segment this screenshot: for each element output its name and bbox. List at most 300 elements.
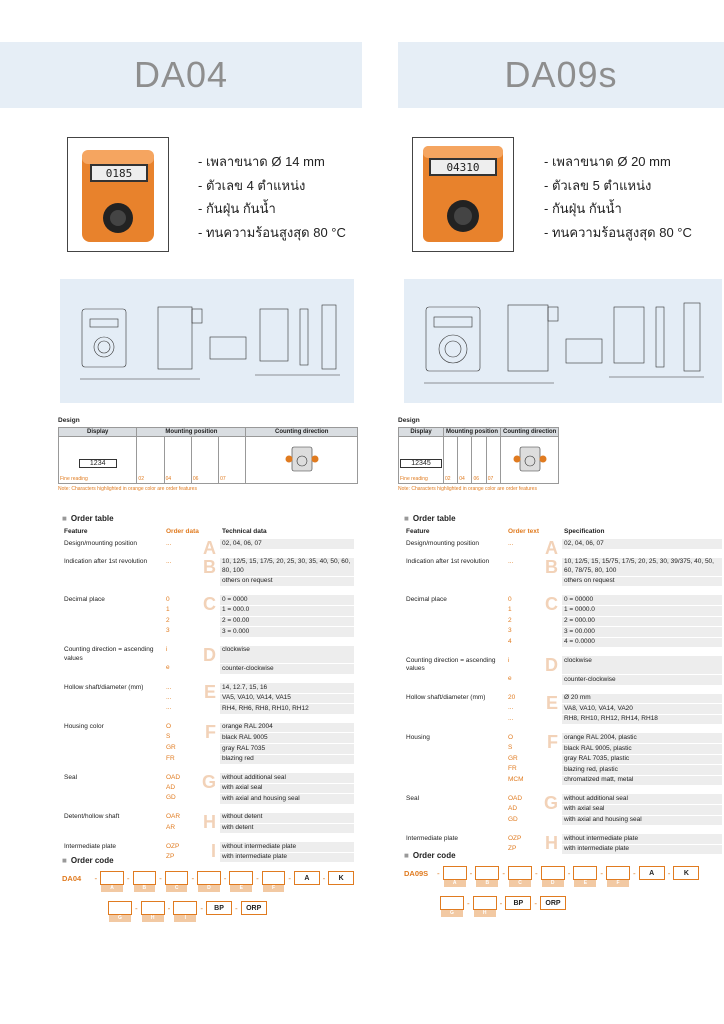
spec-cell: blazing red [220, 754, 354, 769]
feature-cell [62, 783, 164, 794]
code-cell: 2 [166, 616, 170, 624]
order-table-header-code: Order data [164, 527, 220, 538]
table-row [62, 627, 354, 642]
design-header-direction: Counting direction [500, 428, 558, 437]
code-slot-box [440, 896, 464, 910]
product-title: DA04 [133, 54, 229, 95]
feature-cell: Housing [404, 729, 506, 744]
bullet-item: - ตัวเลข 5 ตำแหน่ง [544, 177, 652, 193]
spec-cell: others on request [220, 576, 354, 591]
code-cell: GR [508, 754, 518, 762]
feature-cell: Seal [404, 790, 506, 805]
table-row [404, 689, 722, 704]
code-dash: - [288, 873, 292, 883]
spec-cell: 14, 12.7, 15, 16 [220, 679, 354, 694]
code-slot-box [508, 866, 532, 880]
spec-cell: others on request [562, 576, 722, 591]
da04-order-table-section [62, 514, 354, 863]
order-code-row [62, 901, 354, 915]
table-row [404, 605, 722, 616]
feature-cell [62, 605, 164, 616]
code-cell: O F [506, 729, 562, 744]
da04-product-photo [67, 137, 169, 252]
spec-cell: 0 = 0000 [220, 591, 354, 606]
table-row [62, 823, 354, 838]
spec-cell: Ø 20 mm [562, 689, 722, 704]
table-row [404, 765, 722, 776]
code-slot-box [100, 871, 124, 885]
code-dash: - [469, 868, 473, 878]
code-fixed-box: K [673, 866, 699, 880]
da04-header [0, 42, 362, 108]
code-dash: - [126, 873, 130, 883]
table-row [404, 714, 722, 729]
code-dash: - [223, 873, 227, 883]
code-dash: - [567, 868, 571, 878]
table-row [404, 576, 722, 591]
group-letter: B [545, 556, 558, 577]
display-digits: 12345 [400, 459, 442, 468]
order-table-title: ■ Order table [62, 514, 114, 523]
design-cell-label: Fine reading [60, 476, 88, 482]
da09s-order-table [404, 527, 722, 855]
code-dash: - [135, 903, 138, 913]
table-row [62, 664, 354, 679]
table-row [404, 775, 722, 790]
code-slot-box [173, 901, 197, 915]
feature-cell: Detent/hollow shaft [62, 808, 164, 823]
da04-technical-drawing [60, 279, 354, 403]
code-fixed-box: A [294, 871, 320, 885]
code-dash: - [94, 873, 98, 883]
table-row [404, 616, 722, 627]
spec-cell: black RAL 9005 [220, 733, 354, 744]
group-letter: C [203, 594, 216, 615]
spec-cell: counter-clockwise [562, 675, 722, 690]
da09s-technical-drawing [404, 279, 722, 403]
code-cell: 1 [508, 605, 512, 613]
feature-cell [404, 576, 506, 591]
counter-digits: 04310 [446, 161, 480, 174]
design-cell-04: 04 [164, 437, 191, 484]
order-code-prefix: DA09S [404, 868, 429, 878]
design-note: Note: Characters highlighted in orange color are order features [398, 486, 537, 492]
display-digits: 1234 [79, 459, 117, 468]
spec-cell: without additional seal [562, 790, 722, 805]
code-cell: FR [166, 754, 175, 762]
design-cell-07: 07 [219, 437, 246, 484]
spec-cell: with axial and housing seal [220, 794, 354, 809]
order-code-row [404, 866, 722, 880]
code-dash: - [200, 903, 204, 913]
order-table-header-feature: Feature [404, 527, 506, 538]
code-cell: ... B [506, 553, 562, 576]
table-row [404, 754, 722, 765]
table-row [62, 754, 354, 769]
feature-cell [404, 627, 506, 638]
product-title: DA09s [504, 54, 618, 95]
group-letter: E [203, 682, 216, 703]
bullet-item: - เพลาขนาด Ø 20 mm [544, 154, 671, 169]
feature-cell: Indication after 1st revolution [62, 553, 164, 576]
feature-cell [62, 704, 164, 719]
group-letter: H [203, 811, 216, 832]
table-row [62, 641, 354, 664]
table-row [404, 704, 722, 715]
feature-cell [404, 744, 506, 755]
table-row [404, 591, 722, 606]
design-cell-04: 04 [458, 437, 472, 484]
table-row [62, 769, 354, 784]
design-cell-direction [500, 437, 558, 484]
table-row [404, 790, 722, 805]
design-header-display: Display [59, 428, 137, 437]
code-dash: - [191, 873, 195, 883]
group-letter: F [205, 721, 216, 742]
table-row [404, 538, 722, 554]
code-fixed-box: BP [206, 901, 232, 915]
order-code-row [62, 871, 354, 885]
group-letter: G [543, 793, 558, 814]
group-letter: H [545, 833, 558, 854]
code-dash: - [534, 898, 538, 908]
bullet-item: - กันฝุ่น กันน้ำ [544, 201, 622, 216]
table-row [62, 838, 354, 853]
design-cell-label: Fine reading [400, 476, 428, 482]
code-dash: - [235, 903, 238, 913]
code-cell: OZP H [506, 830, 562, 845]
spec-cell: blazing red, plastic [562, 765, 722, 776]
code-cell: GD [166, 794, 176, 802]
feature-cell [404, 704, 506, 715]
code-cell: GD [508, 815, 518, 823]
feature-cell: Intermediate plate [62, 838, 164, 853]
table-row [62, 679, 354, 694]
feature-cell [62, 823, 164, 838]
order-code-title: ■ Order code [62, 856, 114, 865]
table-row [62, 783, 354, 794]
feature-cell: Hollow shaft/diameter (mm) [62, 679, 164, 694]
code-cell: GR [166, 744, 176, 751]
table-row [62, 616, 354, 627]
spec-cell: counter-clockwise [220, 664, 354, 679]
code-dash: - [437, 868, 440, 878]
code-cell: S [166, 733, 171, 741]
feature-cell: Decimal place [62, 591, 164, 606]
code-cell: AR [166, 823, 176, 831]
code-dash: - [159, 873, 162, 883]
spec-cell: 02, 04, 06, 07 [562, 538, 722, 554]
order-code-title: ■ Order code [404, 851, 456, 860]
code-cell: ... B [164, 553, 220, 576]
design-header-mounting: Mounting position [137, 428, 246, 437]
spec-cell: without additional seal [220, 769, 354, 784]
table-row [404, 637, 722, 652]
code-cell: 3 [166, 627, 170, 635]
feature-cell: Counting direction = ascending values [62, 641, 164, 664]
code-cell: 0 C [164, 591, 220, 606]
table-row [404, 815, 722, 830]
code-cell: AD [508, 804, 518, 812]
code-dash: - [600, 868, 604, 878]
design-header-display: Display [399, 428, 444, 437]
spec-cell: clockwise [220, 641, 354, 664]
code-cell [164, 576, 220, 591]
table-row [404, 744, 722, 755]
code-dash: - [467, 898, 470, 908]
feature-cell [62, 754, 164, 769]
code-slot-box [229, 871, 253, 885]
design-cell-02: 02 [137, 437, 164, 484]
feature-cell: Design/mounting position [404, 538, 506, 554]
spec-cell: VA8, VA10, VA14, VA20 [562, 704, 722, 715]
table-row [404, 804, 722, 815]
code-fixed-box: ORP [241, 901, 267, 915]
group-letter: A [545, 538, 558, 558]
feature-cell [404, 605, 506, 616]
code-cell: 20 E [506, 689, 562, 704]
design-cell-02: 02 [444, 437, 458, 484]
feature-cell [62, 744, 164, 755]
spec-cell: RH4, RH6, RH8, RH10, RH12 [220, 704, 354, 719]
feature-cell: Counting direction = ascending values [404, 652, 506, 675]
code-cell: O F [164, 718, 220, 733]
spec-cell: 3 = 00.000 [562, 627, 722, 638]
spec-cell: black RAL 9005, plastic [562, 744, 722, 755]
code-slot-box [262, 871, 286, 885]
da09s-design-section [398, 417, 559, 492]
da09s-order-table-section [404, 514, 722, 855]
spec-cell: gray RAL 7035 [220, 744, 354, 755]
code-cell: 3 [508, 627, 512, 635]
spec-cell: chromatized matt, metal [562, 775, 722, 790]
table-row [62, 744, 354, 755]
code-slot-box [541, 866, 565, 880]
spec-cell: with axial seal [562, 804, 722, 815]
table-row [62, 693, 354, 704]
feature-cell [404, 804, 506, 815]
feature-cell: Intermediate plate [404, 830, 506, 845]
code-cell: i D [506, 652, 562, 675]
spec-cell: 10, 12/5, 15, 15/75, 17/5, 20, 25, 30, 39/375, 40, 50, 60, 78/75, 80, 100 [562, 553, 722, 576]
feature-cell [404, 815, 506, 830]
code-slot-box [443, 866, 467, 880]
group-letter: I [210, 841, 216, 862]
spec-cell: 3 = 0.000 [220, 627, 354, 642]
code-fixed-box: A [639, 866, 665, 880]
code-cell: e [508, 675, 512, 683]
group-letter: E [545, 692, 558, 713]
code-cell: OAD G [506, 790, 562, 805]
spec-cell: 2 = 000.00 [562, 616, 722, 627]
group-letter: C [545, 594, 558, 615]
feature-cell [62, 794, 164, 809]
code-cell: OAD G [164, 769, 220, 784]
da09s-header [398, 42, 724, 108]
code-cell: i D [164, 641, 220, 664]
code-slot-box [108, 901, 132, 915]
code-cell: ... A [506, 538, 562, 554]
order-table-header-code: Order text [506, 527, 562, 538]
code-dash: - [667, 868, 671, 878]
order-table-header-spec: Specification [562, 527, 722, 538]
code-dash: - [322, 873, 326, 883]
feature-cell: Hollow shaft/diameter (mm) [404, 689, 506, 704]
group-letter: G [201, 772, 216, 793]
code-cell: AD [166, 783, 176, 791]
bullet-item: - ตัวเลข 4 ตำแหน่ง [198, 177, 306, 193]
bullet-item: - ทนความร้อนสูงสุด 80 °C [544, 224, 692, 240]
code-fixed-box: ORP [540, 896, 566, 910]
group-letter: B [203, 556, 216, 577]
feature-cell [62, 733, 164, 744]
spec-cell: with intermediate plate [562, 844, 722, 855]
feature-cell [62, 616, 164, 627]
spec-cell: without intermediate plate [220, 838, 354, 853]
feature-cell: Indication after 1st revolution [404, 553, 506, 576]
da04-feature-list [198, 150, 346, 244]
spec-cell: clockwise [562, 652, 722, 675]
group-letter: D [545, 655, 558, 676]
spec-cell: orange RAL 2004 [220, 718, 354, 733]
code-cell: e [166, 664, 170, 672]
table-row [62, 538, 354, 554]
code-cell: S [508, 744, 513, 751]
spec-cell: 1 = 000.0 [220, 605, 354, 616]
code-cell: OAR H [164, 808, 220, 823]
order-table-header-spec: Technical data [220, 527, 354, 538]
design-label: Design [398, 417, 420, 424]
feature-cell [404, 775, 506, 790]
feature-cell [62, 576, 164, 591]
table-row [62, 605, 354, 616]
table-row [62, 553, 354, 576]
feature-cell [404, 637, 506, 652]
code-slot-box [141, 901, 165, 915]
code-cell: ... A [164, 538, 220, 554]
feature-cell [62, 693, 164, 704]
counter-digits: 0185 [105, 167, 133, 180]
table-row [62, 718, 354, 733]
design-cell-display [59, 437, 137, 484]
code-dash: - [167, 903, 171, 913]
design-note: Note: Characters highlighted in orange color are order features [58, 486, 197, 492]
code-dash: - [633, 868, 636, 878]
code-slot-box [165, 871, 189, 885]
spec-cell: with axial and housing seal [562, 815, 722, 830]
feature-cell: Seal [62, 769, 164, 784]
da04-order-table [62, 527, 354, 863]
design-label: Design [58, 417, 80, 424]
spec-cell: with detent [220, 823, 354, 838]
feature-cell: Design/mounting position [62, 538, 164, 554]
spec-cell: gray RAL 7035, plastic [562, 754, 722, 765]
spec-cell: with intermediate plate [220, 852, 354, 863]
table-row [404, 830, 722, 845]
code-cell: 0 C [506, 591, 562, 606]
code-slot-box [197, 871, 221, 885]
order-table-title: ■ Order table [404, 514, 456, 523]
feature-cell [404, 616, 506, 627]
code-slot-box [573, 866, 597, 880]
feature-cell [404, 714, 506, 729]
group-letter: A [203, 538, 216, 558]
feature-cell [404, 754, 506, 765]
code-cell: FR [508, 765, 517, 773]
group-letter: D [203, 644, 216, 665]
feature-cell [404, 765, 506, 776]
code-cell: ZP [508, 844, 517, 852]
spec-cell: without intermediate plate [562, 830, 722, 845]
design-cell-07: 07 [486, 437, 500, 484]
feature-cell [62, 627, 164, 642]
da04-order-code-section [62, 856, 354, 915]
feature-cell [62, 664, 164, 679]
table-row [62, 576, 354, 591]
code-cell: 2 [508, 616, 512, 624]
design-cell-display [399, 437, 444, 484]
code-cell: ZP [166, 852, 175, 860]
feature-cell: Decimal place [404, 591, 506, 606]
design-header-mounting: Mounting position [444, 428, 501, 437]
da04-design-section [58, 417, 358, 492]
code-fixed-box: K [328, 871, 354, 885]
spec-cell: VA5, VA10, VA14, VA15 [220, 693, 354, 704]
code-cell [506, 576, 562, 591]
code-cell: ... [508, 714, 514, 722]
code-cell: ... E [164, 679, 220, 694]
table-row [404, 675, 722, 690]
spec-cell: 2 = 00.00 [220, 616, 354, 627]
design-header-direction: Counting direction [246, 428, 358, 437]
design-table [398, 427, 559, 484]
table-row [404, 627, 722, 638]
spec-cell: 10, 12/5, 15, 17/5, 20, 25, 30, 35, 40, 50, 60, 80, 100 [220, 553, 354, 576]
order-code-row [404, 896, 722, 910]
code-dash: - [256, 873, 259, 883]
table-row [62, 591, 354, 606]
design-table [58, 427, 358, 484]
feature-cell [404, 675, 506, 690]
code-cell: ... [166, 693, 172, 701]
spec-cell: without detent [220, 808, 354, 823]
code-cell: ... [508, 704, 514, 712]
spec-cell: 02, 04, 06, 07 [220, 538, 354, 554]
bullet-item: - ทนความร้อนสูงสุด 80 °C [198, 224, 346, 240]
spec-cell: 1 = 0000.0 [562, 605, 722, 616]
da09s-feature-list [544, 150, 692, 244]
code-dash: - [502, 868, 506, 878]
design-cell-06: 06 [191, 437, 218, 484]
spec-cell: RH8, RH10, RH12, RH14, RH18 [562, 714, 722, 729]
bullet-item: - กันฝุ่น กันน้ำ [198, 201, 276, 216]
table-row [62, 733, 354, 744]
da09s-product-photo [412, 137, 514, 252]
table-row [404, 652, 722, 675]
table-row [404, 729, 722, 744]
code-dash: - [535, 868, 538, 878]
code-slot-box [475, 866, 499, 880]
code-cell: ... [166, 704, 172, 712]
spec-cell: 4 = 0.0000 [562, 637, 722, 652]
table-row [62, 794, 354, 809]
feature-cell: Housing color [62, 718, 164, 733]
table-row [62, 808, 354, 823]
spec-cell: 0 = 00000 [562, 591, 722, 606]
order-table-header-feature: Feature [62, 527, 164, 538]
code-cell: OZP I [164, 838, 220, 853]
code-cell: 4 [508, 637, 512, 645]
